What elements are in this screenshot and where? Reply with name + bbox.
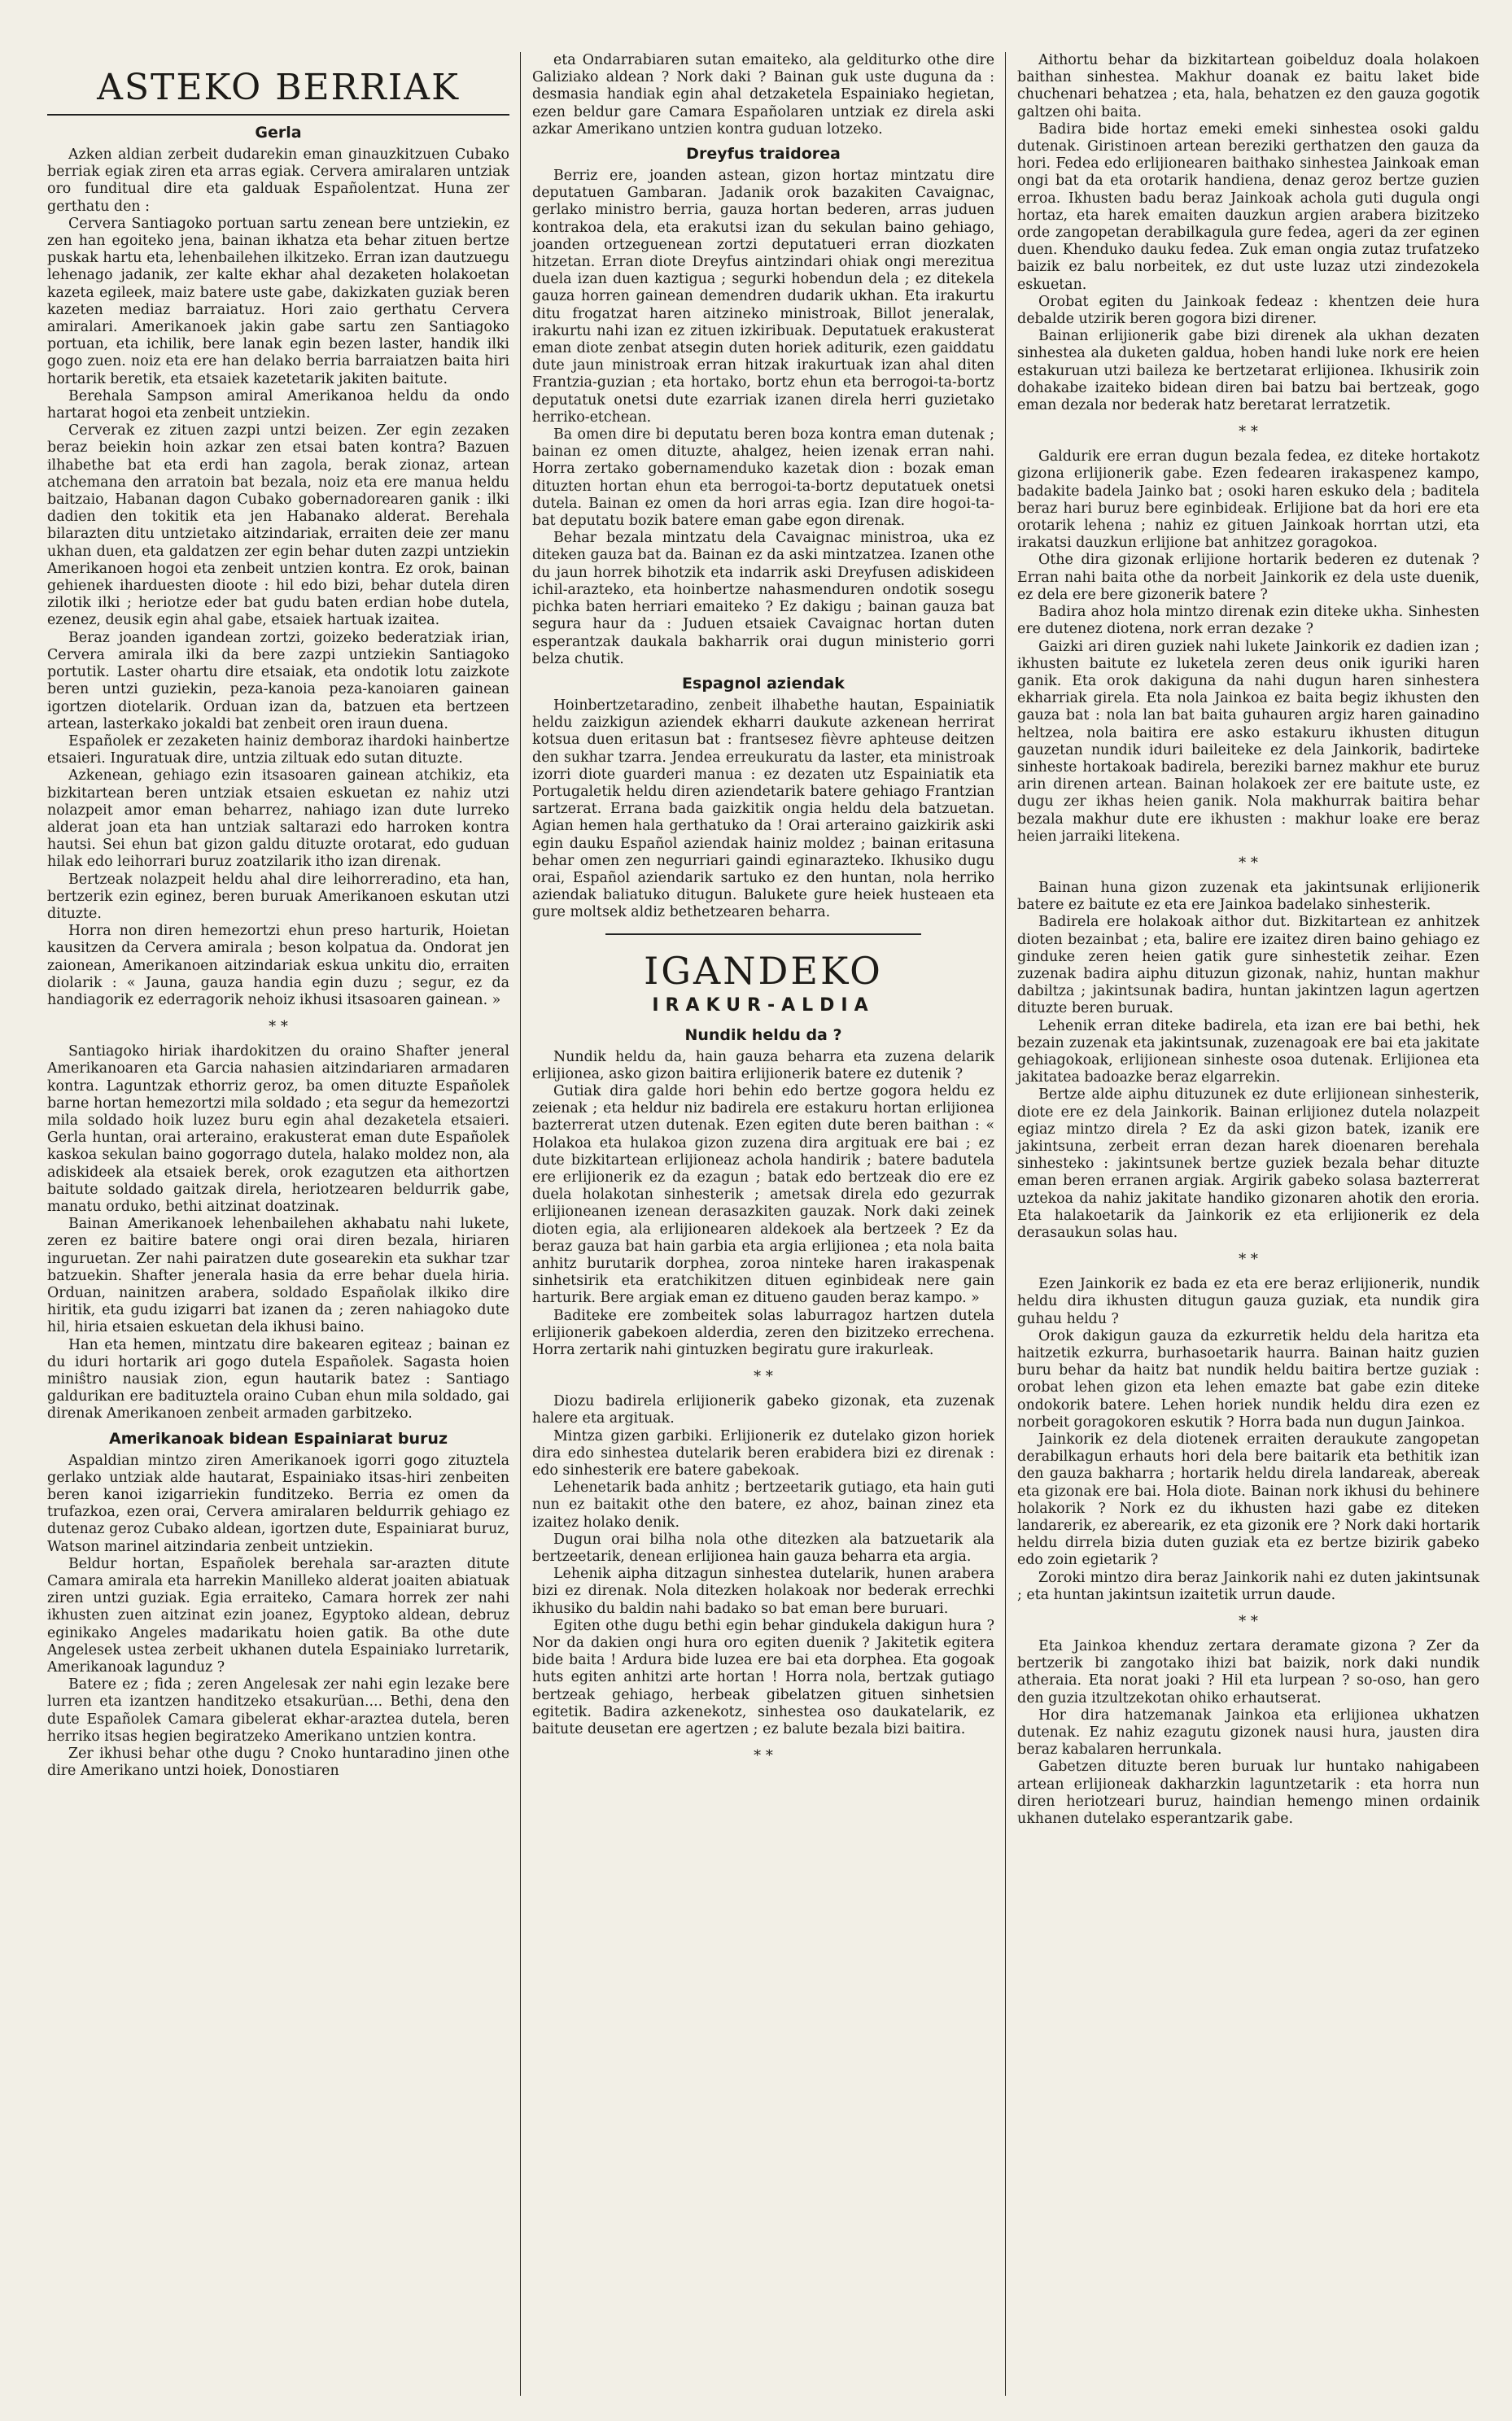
paragraph: Egiten othe dugu bethi egin behar gindukela dakigun hura ? Nor da dakien ongi hura oro egiten duenik ? Jakitetik egitera bide baita ! Ardura bide luzea ere bai eta dorphea. Eta gogoak huts egiten anhitzi arte hortan ! Horra nola, bertzak gutiago bertzeak gehiago, herbeak gibelatzen gituen sinhetsien egitetik. Badira azkenekotz, sinhestea oso daukatelarik, ez baitute deusetan ere agertzen ; ez balute bezala bizi baitira. (532, 1617, 994, 1738)
paragraph: Galdurik ere erran dugun bezala fedea, ez diteke hortakotz gizona erlijionerik gabe. Ezen fedearen irakaspenez kampo, badakite badela Jainko bat ; osoki haren eskuko dela ; baditela beraz hari buruz bere eginbideak. Erlijione bat da hori ere eta orotarik lehena ; nahiz ez gituen Jainkoak horrtan utzi, eta irakatsi dauzkun erlijione bat anhitzez goragokoa. (1017, 448, 1479, 552)
column-1-flow (47, 122, 509, 1780)
paragraph: Zer ikhusi behar othe dugu ? Cnoko huntaradino jinen othe dire Amerikano untzi hoiek, Donostiaren (47, 1746, 509, 1780)
paragraph: Lehenetarik bada anhitz ; bertzeetarik gutiago, eta hain guti nun ez baitakit othe den batere, ez ahoz, bainan zinez eta izaitez holako denik. (532, 1479, 994, 1531)
paragraph: Baditeke ere zombeitek solas laburragoz hartzen dutela erlijionerik gabekoen alderdia, zeren den bizitzeko errechena. Horra zertarik nahi gintuzken begiratu gure irakurleak. (532, 1307, 994, 1358)
paragraph: Bertzeak nolazpeit heldu ahal dire leihorreradino, eta han, bertzerik ezin eginez, beren buruak Amerikanoen eskutan utzi dituzte. (47, 871, 509, 922)
paragraph: Ba omen dire bi deputatu beren boza kontra eman dutenak ; bainan ez omen dituzte, ahalgez, heien izenak erran nahi. Horra zertako gobernamenduko kazetak dion : bozak eman dituzten hortan ehun eta berrogoi-ta-bortz deputatuek onetsi dutela. Bainan ez omen da hori arras egia. Izan dire hogoi-ta-bat deputatu bozik batere eman gabe egon direnak. (532, 426, 994, 530)
paragraph: Cervera Santiagoko portuan sartu zenean bere untziekin, ez zen han egoiteko jena, bainan ikhatza eta behar zituen bertze puskak hartu eta, lehenbailehen ilkitzeko. Erran izan dautzuegu lehenago jadanik, zer kalte ekhar ahal dezaketen holakoetan kazeta egileek, maiz batere uste gabe, dakizkaten guziak beren kazeten mediaz barraiatuz. Hori zaio gerthatu Cervera amiralari. Amerikanoek jakin gabe sartu zen Santiagoko portuan, eta ichilik, bere lanak egin bezen laster, handik ilki gogo zuen. noiz eta ere han delako berria barraiatzen baita hiri hortarik beretik, eta etsaiek kazetetarik jakiten baitute. (47, 215, 509, 387)
masthead: ASTEKO BERRIAK (47, 68, 509, 116)
paragraph: Berehala Sampson amiral Amerikanoa heldu da ondo hartarat hogoi eta zenbeit untziekin. (47, 387, 509, 422)
section-separator: * * (269, 1018, 288, 1036)
supplement-subtitle: IRAKUR-ALDIA (652, 994, 875, 1016)
paragraph: Aithortu behar da bizkitartean goibelduz doala holakoen baithan sinhestea. Makhur doanak ez baitu laket bide chuchenari behatzea ; eta, hala, behatzen ez den gauza gogotik galtzen ohi baita. (1017, 52, 1479, 120)
section-heading: Nundik heldu da ? (684, 1025, 842, 1044)
paragraph: Han eta hemen, mintzatu dire bakearen egiteaz ; bainan ez du iduri hortarik ari gogo dutela Españolek. Sagasta hoien miniŝtro nausiak zion, egun hautarik batez : Santiago galdurikan ere badituztela oraino Cuban ehun mila soldado, gai direnak Amerikanoen zenbeit armaden garbitzeko. (47, 1336, 509, 1422)
paragraph: Hoinbertzetaradino, zenbeit ilhabethe hautan, Espainiatik heldu zaizkigun aziendek ekharri daukute azkenean herrirat kotsua duen eritasun bat : frantsesez fièvre aphteuse deitzen den sukhar tzarra. Jendea erreukuratu da laster, eta ministroak izorri diote guarderi manua : ez dezaten utz Espainiatik eta Portugaletik heldu diren aziendetarik batere gehiago Frantzian sartzerat. Errana bada gaizkitik ongia heldu dela batzuetan. Agian hemen hala gerthatuko da ! Orai arteraino gaizkirik aski egin dauku Español aziendak hainiz moldez ; bainan eritasuna behar omen zen negurriari gaindi eginarazteko. Ikhusiko dugu orai, Español aziendarik sartuko ez den huntan, nola herriko aziendak baliatuko ditugun. Balukete gure heiek husteaen eta gure moltsek aldiz bethetzearen beharra. (532, 697, 994, 921)
paragraph: Mintza gizen garbiki. Erlijionerik ez dutelako gizon horiek dira edo sinhestea dutelarik beren erabidera bizi ez direnak : edo sinhesterik ere batere gabekoak. (532, 1427, 994, 1479)
section-separator: * * (1239, 1613, 1258, 1631)
paragraph: Orok dakigun gauza da ezkurretik heldu dela haritza eta haitzetik ezkurra, burhasoetarik haurra. Bainan haitz guzien buru behar da haitz bat nundik heldu baitira bertze guziak : orobat lehen gizon eta lehen emazte bat gabe ezin diteke ondokorik batere. Lehen horiek nundik heldu dira ezen ez norbeit goragokoren eskutik ? Horra bada nun dugun Jainkoa. (1017, 1327, 1479, 1431)
paragraph: Nundik heldu da, hain gauza beharra eta zuzena delarik erlijionea, asko gizon baitira erlijionerik batere ez dutenik ? (532, 1048, 994, 1082)
paragraph: Berriz ere, joanden astean, gizon hortaz mintzatu dire deputatuen Gambaran. Jadanik orok bazakiten Cavaignac, gerlako ministro berria, gauza hortan bederen, arras juduen kontrakoa dela, eta erakutsi izan du sekulan baino gehiago, joanden ortzeguenean zortzi deputatueri erran diozkaten hitzetan. Erran diote Dreyfus aintzindari ohiak ongi merezitua duela izan duen kaztigua ; segurki hobendun dela ; ez ditekela gauza horren gainean demendren dudarik ukhan. Eta irakurtu ditu frogatzat haren aitzineko ministroak, Billot jeneralak, irakurtu nahi izan ez zituen izkiribuak. Deputatuek erakusterat eman diote zenbat atsegin duten horiek aditurik, ezen gaiddatu dute jaun ministroak erran hitzak irakurtuak izan ahal diten Frantzia-guzian ; eta hortako, bortz ehun eta berrogoi-ta-bortz deputatuk onetsi dute ezarriak izanen direla herri guzietako herriko-etchean. (532, 168, 994, 426)
column-3 (1017, 52, 1479, 2396)
section-separator: * * (1239, 854, 1258, 872)
paragraph: Othe dira gizonak erlijione hortarik bederen ez dutenak ? Erran nahi baita othe da norbeit Jainkorik ez dela uste duenik, ez dela ere bere gizonerik batere ? (1017, 552, 1479, 603)
section-heading: Gerla (255, 124, 302, 142)
section-heading: Dreyfus traidorea (686, 145, 841, 164)
section-separator: * * (754, 1368, 773, 1386)
paragraph: Lehenik erran diteke badirela, eta izan ere bai bethi, hek bezain zuzenak eta jakintsunak, zuzenagoak ere bai eta jakitate gehiagokoak, erlijionean sinheste osoa dutenak. Erlijionea eta jakitatea badoazke beraz elgarrekin. (1017, 1017, 1479, 1086)
paragraph: Batere ez ; fida ; zeren Angelesak zer nahi egin lezake bere lurren eta izantzen handitzeko etsakurüan.... Bethi, dena den dute Españolek Camara gibelerat ekhar-araztea dutela, beren herriko itsas hegien begiratzeko Amerikano untzien kontra. (47, 1676, 509, 1745)
paragraph: eta Ondarrabiaren sutan emaiteko, ala gelditurko othe dire Galiziako aldean ? Nork daki ? Bainan guk uste duguna da : desmasia handiak egin ahal detzaketela Espainiako hegietan, ezen beldur gare Camara Españolaren untziak ez direla aski azkar Amerikano untzien kontra guduan lotzeko. (532, 52, 994, 138)
column-3-flow (1017, 52, 1479, 1828)
paragraph: Gaizki ari diren guziek nahi lukete Jainkorik ez dadien izan ; ikhusten baitute ez luketela zeren deus onik iguriki haren ganik. Eta orok dakiguna da nahi dugun haren sinhestera ekharriak girela. Eta nola Jainkoa ez baita begiz ikhusten den gauza bat : nola lan bat baita guhauren argiz haren gainadino heltzea, nola baitira ere asko estakuru ikhusten ditugun gauzetan nundik iduri baileiteke ez dela Jainkorik, badirteke sinheste hortakoak badirela, bereziki barnez makhur ete buruz arin direnen artean. Bainan holakoek zer ere baitute uste, ez dugu zer ikhas heien ganik. Nola makhurrak baitira behar bezala makhur dute ere ikhusten : makhur loake ere beraz heien jarraiki litekena. (1017, 638, 1479, 845)
paragraph: Behar bezala mintzatu dela Cavaignac ministroa, uka ez diteken gauza bat da. Bainan ez da aski mintzatzea. Izanen othe du jaun horrek bihotzik eta indarrik aski Dreyfusen adiskideen ichil-arazteko, eta hoinbertze nahasmenduren ondotik sosegu pichka baten herriari emaiteko ? Ez dakigu ; bainan gauza bat segura haur da : Juduen etsaiek Cavaignac hortan duten esperantzak daukala bakharrik orai dugun ministerio gorri belza chutik. (532, 530, 994, 667)
paragraph: Ezen Jainkorik ez bada ez eta ere beraz erlijionerik, nundik heldu dira ikhusten ditugun gauza guziak, eta nundik gira guhau heldu ? (1017, 1276, 1479, 1327)
paragraph: Jainkorik ez dela diotenek erraiten deraukute zangopetan derabilkagun erhauts hori dela bere baitarik eta bethitik izan den gauza bakharra ; hortarik heldu direla landareak, abereak eta gizonak ere bai. Hola diote. Bainan nork ikhusi du behinere holakorik ? Nork ez du ikhusten hazi gabe ez diteken landarerik, ez aberearik, ez eta gizonik ere ? Nork daki hortarik heldu dirrela bizia duten guziak eta ez bertze bizirik gabeko edo zoin egietarik ? (1017, 1431, 1479, 1569)
horizontal-rule (605, 933, 921, 935)
column-2-flow (532, 52, 994, 1764)
paragraph: Bainan huna gizon zuzenak eta jakintsunak erlijionerik batere ez baitute ez eta ere Jainkoa badelako sinhesterik. (1017, 879, 1479, 914)
paragraph: Gutiak dira galde hori behin edo bertze gogora heldu ez zeienak ; eta heldur niz badirela ere estakuru hortan erlijionea bazterrerat utzen dutenak. Ezen egiten dute beren baithan : « Holakoa eta hulakoa gizon zuzena dira argituak ere bai ; ez dute bizkitartean erlijioneaz achola handirik ; batere badutela ere erlijionerik ez da ezagun ; batak edo bertzeak dio ere ez duela holakotan sinhesterik ; ametsak direla edo gezurrak erlijioneanen izenean derasazkiten gauzak. Nork daki zeinek dioten egia, ala erlijionearen aldekoek ala bertzeek ? Ez da beraz gauza bat hain garbia eta argia erlijionea ; eta nola baita anhitz burutarik dorphea, zoroa ninteke haren irakaspenak sinhetsirik eta eratchikitzen dituen eginbideak nere gain harturik. Bere argiak eman ez ditueno gauden beraz kampo. » (532, 1082, 994, 1307)
section-separator: * * (1239, 1251, 1258, 1269)
supplement-masthead: IGANDEKO (644, 948, 883, 993)
section-separator: * * (754, 1747, 773, 1765)
paragraph: Badira ahoz hola mintzo direnak ezin diteke ukha. Sinhesten ere dutenez diotena, nork erran dezake ? (1017, 604, 1479, 638)
paragraph: Bainan erlijionerik gabe bizi direnek ala ukhan dezaten sinhestea ala duketen galdua, hoben handi luke nork ere heien estakuruan utzi baileza ke bertzetarat erlijionea. Ikhusirik zoin dohakabe izaiteko bidean diren bai batzu bai bertzeak, gogo eman dezala nor bederak hatz beretarat lerratzetik. (1017, 328, 1479, 414)
paragraph: Bainan Amerikanoek lehenbailehen akhabatu nahi lukete, zeren ez baitire batere ongi orai diren bezala, hiriaren inguruetan. Zer nahi pairatzen dute gosearekin eta sukhar tzar batzuekin. Shafter jenerala hasia da erre behar duela hiria. Orduan, nainitzen arabera, soldado Españolak ilkiko dire hiritik, eta gudu izigarri bat izanen da ; zeren nahiagoko dute hil, hiria etsaien eskuetan dela ikhusi baino. (47, 1216, 509, 1336)
section-heading: Amerikanoak bidean Espainiarat buruz (109, 1429, 448, 1448)
column-2 (532, 52, 994, 2396)
paragraph: Badira bide hortaz emeki emeki sinhestea osoki galdu dutenak. Giristinoen artean bereziki gerthatzen den gauza da hori. Fedea edo erlijionearen baithako sinhestea Jainkoak eman ongi bat da eta orotarik handiena, denaz geroz bertze guzien erroa. Ikhusten badu beraz Jainkoak achola guti dugula ongi hortaz, eta harek emaiten dauzkun argien arabera bizitzeko orde zangopetan derabilkagula gure fedea, ageri da zer eginen duen. Khenduko dauku fedea. Zuk eman ongia zutaz trufatzeko baizik ez balu norbeitek, ez dut uste luzaz utzi zindezokela eskuetan. (1017, 120, 1479, 293)
paragraph: Lehenik aipha ditzagun sinhestea dutelarik, hunen arabera bizi ez direnak. Nola ditezken holakoak nor bederak errechki ikhusiko du baldin nahi badako so bat eman bere buruari. (532, 1566, 994, 1617)
paragraph: Diozu badirela erlijionerik gabeko gizonak, eta zuzenak halere eta argituak. (532, 1393, 994, 1427)
paragraph: Azken aldian zerbeit dudarekin eman ginauzkitzuen Cubako berriak egiak ziren eta arras egiak. Cervera amiralaren untziak oro funditual dire eta galduak Españolentzat. Huna zer gerthatu den : (47, 146, 509, 215)
paragraph: Bertze alde aiphu dituzunek ez dute erlijionean sinhesterik, diote ere ez dela Jainkorik. Bainan erlijionez dutela nolazpeit egiaz mintzo direla ? Ez da aski gizon batek, izanik ere jakintsuna, zerbeit erran dezan harek dioenaren berehala sinhesteko : jakintsunek bertze guziek bezala behar dituzte eman beren erranen argiak. Argirik gabeko solasa bazterrerat uztekoa da nahiz jakitate handiko gizonaren ahotik den eroria. Eta halakoetarik da Jainkorik ez eta erlijionerik ez dela derasaukun solas hau. (1017, 1086, 1479, 1241)
paragraph: Gabetzen dituzte beren buruak lur huntako nahigabeen artean erlijioneak dakharzkin laguntzetarik : eta horra nun diren heriotzeari buruz, haindian hemengo minen ordainik ukhanen dutelako esperantzarik gabe. (1017, 1759, 1479, 1828)
paragraph: Hor dira hatzemanak Jainkoa eta erlijionea ukhatzen dutenak. Ez nahiz ezagutu gizonek nausi hura, jausten dira beraz kabalaren herrunkala. (1017, 1706, 1479, 1759)
paragraph: Badirela ere holakoak aithor dut. Bizkitartean ez anhitzek dioten bezainbat ; eta, balire ere izaitez diren baino gehiago ez ginduke zeren heien gatik gure sinhestetik zeihar. Ezen zuzenak badira aiphu dituzun gizonak, nahiz, huntan makhur dabiltza ; jakintsunak badira, huntan jakintzen lagun agertzen dituzte beren buruak. (1017, 914, 1479, 1017)
column-1 (47, 52, 509, 2396)
paragraph: Cerverak ez zituen zazpi untzi beizen. Zer egin zezaken beraz beiekin hoin azkar zen etsai baten kontra? Bazuen ilhabethe bat eta erdi han zagola, berak zionaz, artean atchemana den arratoin bat bezala, noiz eta ere manua heldu baitzaio, Habanan dagon Cubako gobernadorearen ganik : ilki dadien den tokitik eta jen Habanako alderat. Berehala bilarazten ditu untzietako aitzindariak, erraiten deie zer manu ukhan duen, eta galdatzen zer egin behar duten zazpi untziekin Amerikanoen hogoi eta zenbeit untzien kontra. Ez orok, bainan gehienek iharduesten dioote : hil edo bizi, behar dutela diren zilotik ilki ; heriotze eder bat gudu baten erdian hobe dutela, ezenez, deusik egin ahal gabe, etsaiek hartuak izaitea. (47, 422, 509, 629)
paragraph: Zoroki mintzo dira beraz Jainkorik nahi ez duten jakintsunak ; eta huntan jakintsun izaitetik urrun daude. (1017, 1569, 1479, 1603)
section-separator: * * (1239, 423, 1258, 441)
paragraph: Beldur hortan, Españolek berehala sar-arazten ditute Camara amirala eta harrekin Manilleko alderat joaiten abiatuak ziren untzi guziak. Egia erraiteko, Camara horrek zer nahi ikhusten zuen aitzinat ezin joanez, Egyptoko aldean, debruz eginikako Angeles madarikatu hoien gatik. Ba othe dute Angelesek ustea zerbeit ukhanen dutela Espainiako lurretarik, Amerikanoak lagunduz ? (47, 1555, 509, 1676)
paragraph: Eta Jainkoa khenduz zertara deramate gizona ? Zer da bertzerik bi zangotako ihizi bat baizik, nork daki nundik atheraia. Eta norat joaki ? Hil eta lurpean ? so-oso, han gero den guzia itzultzekotan ohiko erhautserat. (1017, 1638, 1479, 1706)
paragraph: Aspaldian mintzo ziren Amerikanoek igorri gogo zituztela gerlako untziak alde hautarat, Espainiako itsas-hiri zenbeiten beren kanoi izigarriekin funditzeko. Berria ez omen da trufazkoa, ezen orai, Cervera amiralaren beldurrik gehiago ez dutenaz geroz Cubako aldean, igortzen dute, Espainiarat buruz, Watson marinel aitzindaria zenbeit untziekin. (47, 1452, 509, 1555)
section-heading: Espagnol aziendak (682, 674, 845, 693)
paragraph: Santiagoko hiriak ihardokitzen du oraino Shafter jeneral Amerikanoaren eta Garcia nahasien aitzindariaren armadaren kontra. Laguntzak ethorriz geroz, ba omen dituzte Españolek barne hortan hemezortzi mila soldado ; eta segur da hemezortzi mila soldado hoik luzez buru egin ahal dezaketela etsaieri. Gerla huntan, orai arteraino, erakusterat eman dute Españolek kaskoa sekulan baino gogorrago dutela, halako moldez non, ala adiskideek ala etsaiek berek, orok ezagutzen eta aithortzen baitute soldado gaitzak direla, heriotzearen beldurrik gabe, manatu orduko, bethi aitzinat doatzinak. (47, 1043, 509, 1215)
paragraph: Orobat egiten du Jainkoak fedeaz : khentzen deie hura debalde utzirik beren gogora bizi direner. (1017, 293, 1479, 328)
paragraph: Azkenean, gehiago ezin itsasoaren gainean atchikiz, eta bizkitartean beren untziak etsaien eskuetan ez nahiz utzi nolazpeit amor eman beharrez, nahiago izan dute lurreko alderat joan eta han untziak saltarazi edo harroken kontra hautsi. Sei ehun bat gizon galdu dituzte orotarat, edo guduan hilak edo leihorrari buruz zoatzilarik itho izan direnak. (47, 767, 509, 871)
paragraph: Españolek er zezaketen hainiz demboraz ihardoki hainbertze etsaieri. Inguratuak dire, untzia ziltuak edo sutan dituzte. (47, 732, 509, 767)
paragraph: Dugun orai bilha nola othe ditezken ala batzuetarik ala bertzeetarik, denean erlijionea hain gauza beharra eta argia. (532, 1531, 994, 1566)
paragraph: Beraz joanden igandean zortzi, goizeko bederatziak irian, Cervera amirala ilki da bere zazpi untziekin Santiagoko portutik. Laster ohartu dire etsaiak, eta ondotik lotu zaizkote beren untzi guziekin, peza-kanoia peza-kanoiaren gainean igortzen diotelarik. Orduan izan da, batzuen eta bertzeen artean, lasterkako jokaldi bat zenbeit oren iraun duena. (47, 629, 509, 732)
paragraph: Horra non diren hemezortzi ehun preso harturik, Hoietan kausitzen da Cervera amirala ; beson kolpatua da. Ondorat jen zaionean, Amerikanoen aitzindariak eskua unkitu dio, erraiten diolarik : « Jauna, gauza handia egin duzu ; segur, ez da handiagorik ez ederragorik nehoiz ikhusi itsasoaren gainean. » (47, 923, 509, 1008)
